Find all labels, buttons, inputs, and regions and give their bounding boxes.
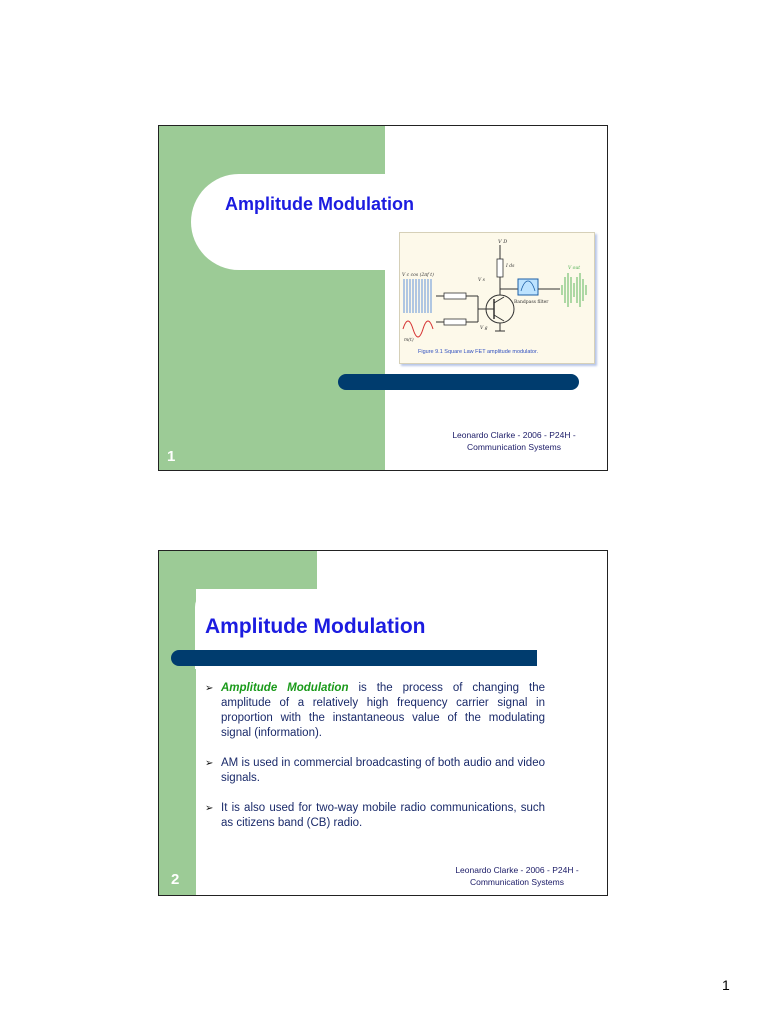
title-tab (191, 174, 391, 270)
bullet-item (205, 756, 545, 786)
green-top-panel (159, 551, 317, 589)
bullet-list (205, 681, 545, 846)
bullet-emphasis: Amplitude Modulation (221, 682, 349, 694)
label-filter: Bandpass filter (514, 300, 549, 305)
figure-caption: Figure 9.1 Square Law FET amplitude modulator. (418, 349, 539, 355)
label-vg: V g (480, 326, 488, 331)
label-vm: m(t) (404, 338, 414, 343)
bullet-text: is the process of changing the amplitude of a relatively high frequency carrier signal in proportion with the instantaneous value of the modulating signal (information). (221, 682, 545, 739)
slide-title: Amplitude Modulation (205, 615, 426, 638)
slide-footer (437, 864, 597, 888)
slide-footer (434, 429, 594, 453)
arrow-bullet-icon: ➢ (205, 683, 214, 694)
bullet-item (205, 801, 545, 831)
arrow-bullet-icon: ➢ (205, 803, 214, 814)
modulator-figure (399, 232, 595, 364)
footer-line-1: Leonardo Clarke - 2006 - P24H - (452, 430, 576, 440)
green-strip (159, 551, 196, 896)
footer-line-1: Leonardo Clarke - 2006 - P24H - (455, 865, 579, 875)
label-vc: V c cos (2πf t) (402, 273, 434, 278)
footer-line-2: Communication Systems (469, 877, 564, 887)
slide-number: 1 (167, 448, 176, 465)
bullet-text: It is also used for two-way mobile radio communications, such as citizens band (CB) radio. (221, 802, 545, 829)
label-vs: V s (478, 278, 485, 283)
label-id: I ds (506, 264, 515, 269)
footer-line-2: Communication Systems (466, 442, 561, 452)
slide-1 (158, 125, 608, 471)
arrow-bullet-icon: ➢ (205, 758, 214, 769)
bullet-item (205, 681, 545, 741)
slide-2 (158, 550, 608, 896)
accent-bar (171, 650, 537, 666)
slide-title: Amplitude Modulation (225, 194, 414, 214)
circuit-diagram (400, 233, 594, 363)
page-number: 1 (722, 977, 730, 993)
label-vout: V out (568, 266, 581, 271)
accent-bar (338, 374, 579, 390)
bullet-text: AM is used in commercial broadcasting of both audio and video signals. (221, 757, 545, 784)
slide-number: 2 (171, 871, 180, 888)
label-vd: V D (498, 239, 508, 245)
